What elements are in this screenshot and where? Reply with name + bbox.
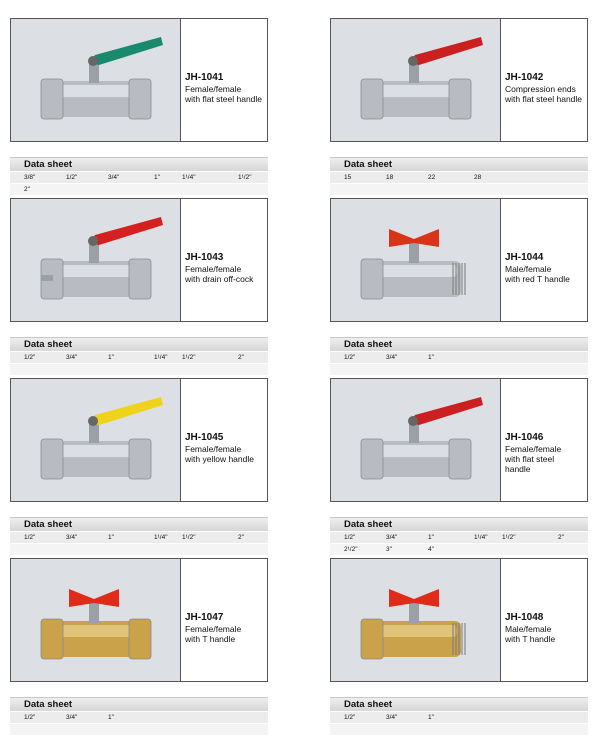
data-sheet bbox=[330, 517, 588, 555]
product-box bbox=[10, 378, 268, 502]
data-sheet-title: Data sheet bbox=[330, 157, 588, 171]
size-cell: 1" bbox=[108, 714, 114, 721]
product-code: JH-1042 bbox=[505, 72, 544, 83]
product-photo bbox=[11, 19, 181, 141]
product-description: Male/female with red T handle bbox=[505, 264, 570, 284]
size-cell: 2" bbox=[558, 534, 564, 541]
lever-handle-icon bbox=[89, 37, 163, 65]
valve-image bbox=[331, 559, 501, 681]
size-cell: 1¹/2" bbox=[502, 534, 516, 541]
data-sheet-row bbox=[10, 543, 268, 555]
valve-image bbox=[11, 199, 181, 321]
product-box bbox=[330, 558, 588, 682]
size-cell: 1/2" bbox=[24, 354, 36, 361]
valve-image bbox=[11, 379, 181, 501]
size-cell: 1" bbox=[428, 714, 434, 721]
data-sheet-row bbox=[10, 183, 268, 195]
product-info bbox=[505, 433, 585, 474]
size-cell: 3" bbox=[386, 546, 392, 553]
product-description: Female/female with T handle bbox=[185, 624, 242, 644]
size-cell: 3/4" bbox=[386, 714, 398, 721]
size-cell: 1" bbox=[428, 354, 434, 361]
valve-image bbox=[331, 379, 501, 501]
size-cell: 3/4" bbox=[66, 714, 78, 721]
data-sheet-title: Data sheet bbox=[330, 697, 588, 711]
product-info bbox=[185, 73, 265, 104]
data-sheet bbox=[10, 157, 268, 195]
product-photo bbox=[331, 379, 501, 501]
size-cell: 1" bbox=[428, 534, 434, 541]
valve-image bbox=[11, 19, 181, 141]
data-sheet-row bbox=[330, 531, 588, 543]
product-code: JH-1046 bbox=[505, 432, 544, 443]
product-card bbox=[10, 18, 268, 195]
data-sheet-row bbox=[10, 351, 268, 363]
product-photo bbox=[331, 559, 501, 681]
product-info bbox=[185, 433, 265, 464]
product-card bbox=[330, 558, 588, 735]
product-code: JH-1048 bbox=[505, 612, 544, 623]
product-box bbox=[10, 198, 268, 322]
size-cell: 3/8" bbox=[24, 174, 36, 181]
product-info bbox=[185, 253, 265, 284]
size-cell: 1/2" bbox=[344, 714, 356, 721]
data-sheet-row bbox=[330, 351, 588, 363]
size-cell: 1¹/2" bbox=[238, 174, 252, 181]
product-box bbox=[330, 18, 588, 142]
product-photo bbox=[331, 19, 501, 141]
product-info bbox=[505, 253, 585, 284]
valve-image bbox=[331, 19, 501, 141]
product-code: JH-1045 bbox=[185, 432, 224, 443]
size-cell: 18 bbox=[386, 174, 394, 181]
data-sheet bbox=[330, 337, 588, 375]
size-cell: 1/2" bbox=[344, 534, 356, 541]
product-card bbox=[10, 558, 268, 735]
lever-handle-icon bbox=[89, 217, 163, 245]
product-info bbox=[505, 613, 585, 644]
data-sheet-row bbox=[10, 363, 268, 375]
product-description: Compression ends with flat steel handle bbox=[505, 84, 583, 104]
data-sheet-title: Data sheet bbox=[330, 517, 588, 531]
size-cell: 15 bbox=[344, 174, 352, 181]
data-sheet-row bbox=[330, 363, 588, 375]
size-cell: 3/4" bbox=[66, 354, 78, 361]
lever-handle-icon bbox=[89, 397, 163, 425]
product-info bbox=[505, 73, 585, 104]
size-cell: 3/4" bbox=[386, 354, 398, 361]
data-sheet bbox=[10, 697, 268, 735]
valve-image bbox=[331, 199, 501, 321]
product-code: JH-1047 bbox=[185, 612, 224, 623]
product-code: JH-1044 bbox=[505, 252, 544, 263]
size-cell: 3/4" bbox=[108, 174, 120, 181]
data-sheet-row bbox=[330, 543, 588, 555]
size-cell: 2¹/2" bbox=[344, 546, 358, 553]
product-box bbox=[10, 558, 268, 682]
product-code: JH-1041 bbox=[185, 72, 224, 83]
size-cell: 1" bbox=[108, 534, 114, 541]
size-cell: 1¹/2" bbox=[182, 534, 196, 541]
product-card bbox=[10, 198, 268, 375]
data-sheet-title: Data sheet bbox=[10, 157, 268, 171]
data-sheet-row bbox=[330, 183, 588, 195]
data-sheet bbox=[10, 517, 268, 555]
size-cell: 1/2" bbox=[24, 714, 36, 721]
product-description: Male/female with T handle bbox=[505, 624, 556, 644]
product-photo bbox=[11, 559, 181, 681]
size-cell: 1¹/2" bbox=[182, 354, 196, 361]
size-cell: 2" bbox=[24, 186, 30, 193]
lever-handle-icon bbox=[409, 37, 483, 65]
size-cell: 3/4" bbox=[386, 534, 398, 541]
size-cell: 1/2" bbox=[66, 174, 78, 181]
size-cell: 1/2" bbox=[24, 534, 36, 541]
size-cell: 1/2" bbox=[344, 354, 356, 361]
valve-image bbox=[11, 559, 181, 681]
product-box bbox=[10, 18, 268, 142]
data-sheet-title: Data sheet bbox=[330, 337, 588, 351]
data-sheet-row bbox=[330, 711, 588, 723]
data-sheet-row bbox=[10, 531, 268, 543]
size-cell: 1" bbox=[154, 174, 160, 181]
product-box bbox=[330, 378, 588, 502]
data-sheet-title: Data sheet bbox=[10, 337, 268, 351]
data-sheet-row bbox=[10, 723, 268, 735]
size-cell: 1" bbox=[108, 354, 114, 361]
data-sheet-title: Data sheet bbox=[10, 697, 268, 711]
size-cell: 2" bbox=[238, 354, 244, 361]
data-sheet-row bbox=[10, 711, 268, 723]
product-description: Female/female with flat steel handle bbox=[185, 84, 263, 104]
data-sheet-title: Data sheet bbox=[10, 517, 268, 531]
product-card bbox=[330, 378, 588, 555]
size-cell: 1¹/4" bbox=[154, 354, 168, 361]
size-cell: 28 bbox=[474, 174, 482, 181]
product-description: Female/female with drain off-cock bbox=[185, 264, 254, 284]
size-cell: 3/4" bbox=[66, 534, 78, 541]
product-code: JH-1043 bbox=[185, 252, 224, 263]
data-sheet-row bbox=[330, 171, 588, 183]
product-box bbox=[330, 198, 588, 322]
size-cell: 4" bbox=[428, 546, 434, 553]
product-photo bbox=[331, 199, 501, 321]
product-card bbox=[10, 378, 268, 555]
size-cell: 22 bbox=[428, 174, 436, 181]
size-cell: 2" bbox=[238, 534, 244, 541]
product-card bbox=[330, 18, 588, 195]
size-cell: 1¹/4" bbox=[474, 534, 488, 541]
product-info bbox=[185, 613, 265, 644]
product-description: Female/female with yellow handle bbox=[185, 444, 254, 464]
product-photo bbox=[11, 379, 181, 501]
product-description: Female/female with flat steel handle bbox=[505, 444, 562, 474]
data-sheet bbox=[10, 337, 268, 375]
size-cell: 1¹/4" bbox=[154, 534, 168, 541]
lever-handle-icon bbox=[409, 397, 483, 425]
data-sheet bbox=[330, 157, 588, 195]
product-card bbox=[330, 198, 588, 375]
data-sheet bbox=[330, 697, 588, 735]
data-sheet-row bbox=[10, 171, 268, 183]
data-sheet-row bbox=[330, 723, 588, 735]
product-photo bbox=[11, 199, 181, 321]
size-cell: 1¹/4" bbox=[182, 174, 196, 181]
